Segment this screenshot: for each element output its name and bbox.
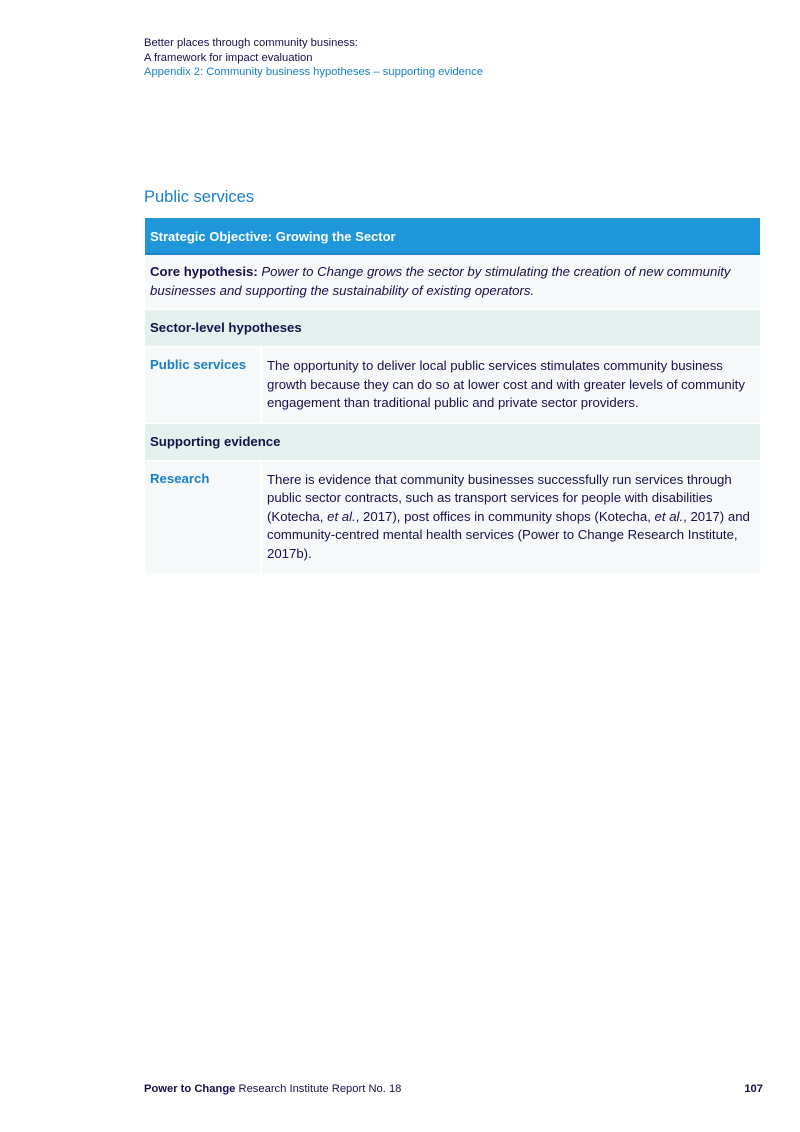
report-title-line-2: A framework for impact evaluation: [144, 51, 313, 64]
evidence-text-part: , 2017), post offices in community shops (Kotecha,: [355, 508, 655, 524]
report-title-line-1: Better places through community business:: [144, 37, 358, 49]
sector-level-band: Sector-level hypotheses: [145, 309, 760, 347]
sector-hypothesis-label: Public services: [145, 347, 262, 423]
page-footer: [144, 1083, 763, 1095]
evidence-text-part: , 2017) and community-centred mental health services (Power to Change Research Institute, 2017b).: [267, 508, 750, 561]
sector-hypothesis-row: [145, 347, 760, 423]
sector-hypothesis-text: The opportunity to deliver local public services stimulates community business growth because they can do so at lower cost and with greater levels of community engagement than traditional public and private sector providers.: [267, 358, 745, 410]
evidence-row: [145, 461, 760, 574]
footer-report: Research Institute Report No. 18: [235, 1083, 402, 1095]
hypothesis-table: [145, 218, 760, 573]
evidence-label: Research: [145, 461, 262, 574]
core-hypothesis-label: Core hypothesis:: [150, 264, 258, 279]
citation-et-al: et al.: [327, 508, 356, 524]
page-number: 107: [744, 1083, 763, 1095]
citation-et-al: et al.: [654, 508, 684, 524]
supporting-evidence-band: Supporting evidence: [145, 423, 760, 461]
evidence-text-part: There is evidence that community businesses successfully run services through public sector contracts, such as transport services for people with disabilities (Kotecha,: [267, 471, 732, 524]
footer-brand: Power to Change: [144, 1083, 236, 1095]
core-hypothesis-row: [145, 255, 760, 309]
running-header: [144, 36, 483, 80]
evidence-text: [262, 461, 760, 574]
section-title: Public services: [144, 188, 255, 206]
footer-report-name: [144, 1083, 401, 1095]
strategic-objective-header: Strategic Objective: Growing the Sector: [145, 218, 760, 255]
appendix-title: Appendix 2: Community business hypotheses – supporting evidence: [144, 66, 483, 78]
core-hypothesis-text: Power to Change grows the sector by stimulating the creation of new community businesses and supporting the sustainability of existing operators.: [150, 264, 731, 298]
